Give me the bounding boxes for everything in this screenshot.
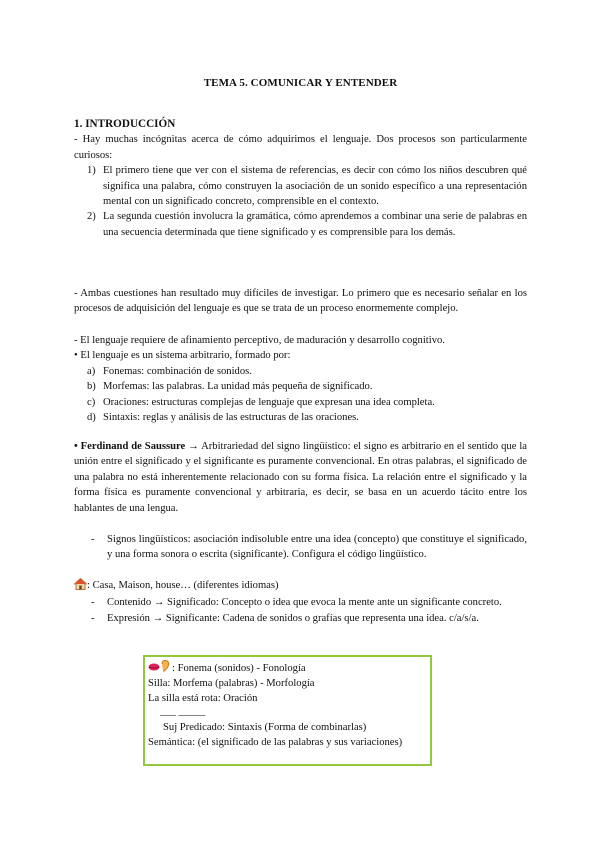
numbered-list: [74, 163, 527, 240]
signos-text: Signos lingüísticos: asociación indisoluble entre una idea (concepto) que constituye el significado, y una forma sonora o escrita (significante). Configura el código lingüístico.: [107, 534, 527, 561]
list-item: [74, 163, 527, 209]
example-line: [74, 578, 527, 595]
list-text: Oraciones: estructuras complejas de lenguaje que expresan una idea completa.: [103, 396, 435, 408]
saussure-bullet: •: [74, 441, 78, 452]
list-text: Expresión → Significante: Cadena de sonidos o grafías que representa una idea. c/a/s/a.: [107, 612, 479, 624]
example-section: [74, 578, 527, 626]
box-line-syntax: Suj Predicado: Sintaxis (Forma de combinarlas): [163, 721, 367, 733]
box-line-sentence: La silla está rota: Oración: [148, 693, 258, 705]
page-title: TEMA 5. COMUNICAR Y ENTENDER: [203, 77, 398, 89]
paragraph-arbitrary: • El lenguaje es un sistema arbitrario, formado por:: [74, 350, 291, 362]
list-item: [74, 379, 527, 394]
paragraph-difficulty: - Ambas cuestiones han resultado muy difíciles de investigar. Lo primero que es necesario señalar en los procesos de adquisición del lenguaje es que se trata de un proceso enormemente complejo.: [74, 288, 527, 315]
saussure-name: Ferdinand de Saussure: [80, 441, 186, 452]
list-letter: a): [87, 365, 96, 377]
list-text: Contenido → Significado: Concepto o idea que evoca la mente ante un significante concreto.: [107, 597, 502, 609]
box-line-underscores: ___ _____: [160, 705, 206, 717]
saussure-text: → Arbitrariedad del signo lingüístico: el signo es arbitrario en el sentido que la unión entre el significado y el significante es puramente convencional. En otras palabras, el significado de una palabra no está inherentemente relacionado con su forma física. La relación entre el significado y la forma física es puramente convencional y arbitraria, es decir, se basa en un acuerdo tácito entre los hablantes de una lengua.: [74, 441, 527, 514]
list-number: 1): [87, 165, 96, 177]
signos-list: [74, 532, 527, 563]
lips-icon: [148, 662, 160, 672]
list-text: Fonemas: combinación de sonidos.: [103, 365, 252, 377]
box-text: : Fonema (sonidos) - Fonología: [172, 663, 306, 674]
example-text: : Casa, Maison, house… (diferentes idiomas): [87, 580, 279, 591]
list-dash: -: [91, 534, 95, 545]
list-dash: -: [91, 612, 95, 624]
intro-section: [74, 117, 527, 240]
box-line-morpheme: Silla: Morfema (palabras) - Morfología: [148, 678, 315, 690]
list-item: [74, 395, 527, 410]
list-text: Sintaxis: reglas y análisis de las estructuras de las oraciones.: [103, 412, 359, 424]
lettered-list: [74, 364, 527, 426]
list-item: [74, 364, 527, 379]
ear-icon: [160, 660, 172, 670]
list-letter: b): [87, 381, 96, 393]
intro-paragraph: - Hay muchas incógnitas acerca de cómo adquirimos el lenguaje. Dos procesos son particularmente curiosos:: [74, 134, 527, 161]
list-item: [74, 410, 527, 425]
list-number: 2): [87, 211, 96, 223]
summary-box: [143, 655, 432, 766]
list-item: [74, 595, 527, 610]
section-heading: 1. INTRODUCCIÓN: [74, 118, 176, 130]
list-text: La segunda cuestión involucra la gramática, cómo aprendemos a combinar una serie de palabras en una secuencia determinada que tiene significado y es comprensible para los demás.: [103, 211, 527, 238]
example-list: [74, 595, 527, 626]
list-text: El primero tiene que ver con el sistema de referencias, es decir con cómo los niños descubren qué significa una palabra, cómo construyen la asociación de un sonido específico a una representación mental con un significado concreto, comprensible en el contexto.: [103, 165, 527, 208]
box-line-phoneme: [148, 660, 430, 676]
paragraph-perception: - El lenguaje requiere de afinamiento perceptivo, de maduración y desarrollo cognitivo.: [74, 335, 445, 346]
list-dash: -: [91, 597, 95, 609]
box-line-semantics: Semántica: (el significado de las palabras y sus variaciones): [148, 736, 403, 748]
system-section: [74, 333, 527, 425]
list-item: [74, 209, 527, 240]
list-text: Morfemas: las palabras. La unidad más pequeña de significado.: [103, 381, 373, 393]
saussure-paragraph: [74, 439, 527, 516]
house-icon: [74, 578, 87, 595]
list-item: [74, 532, 527, 563]
list-item: [74, 611, 527, 626]
list-letter: d): [87, 412, 96, 424]
list-letter: c): [87, 396, 96, 408]
